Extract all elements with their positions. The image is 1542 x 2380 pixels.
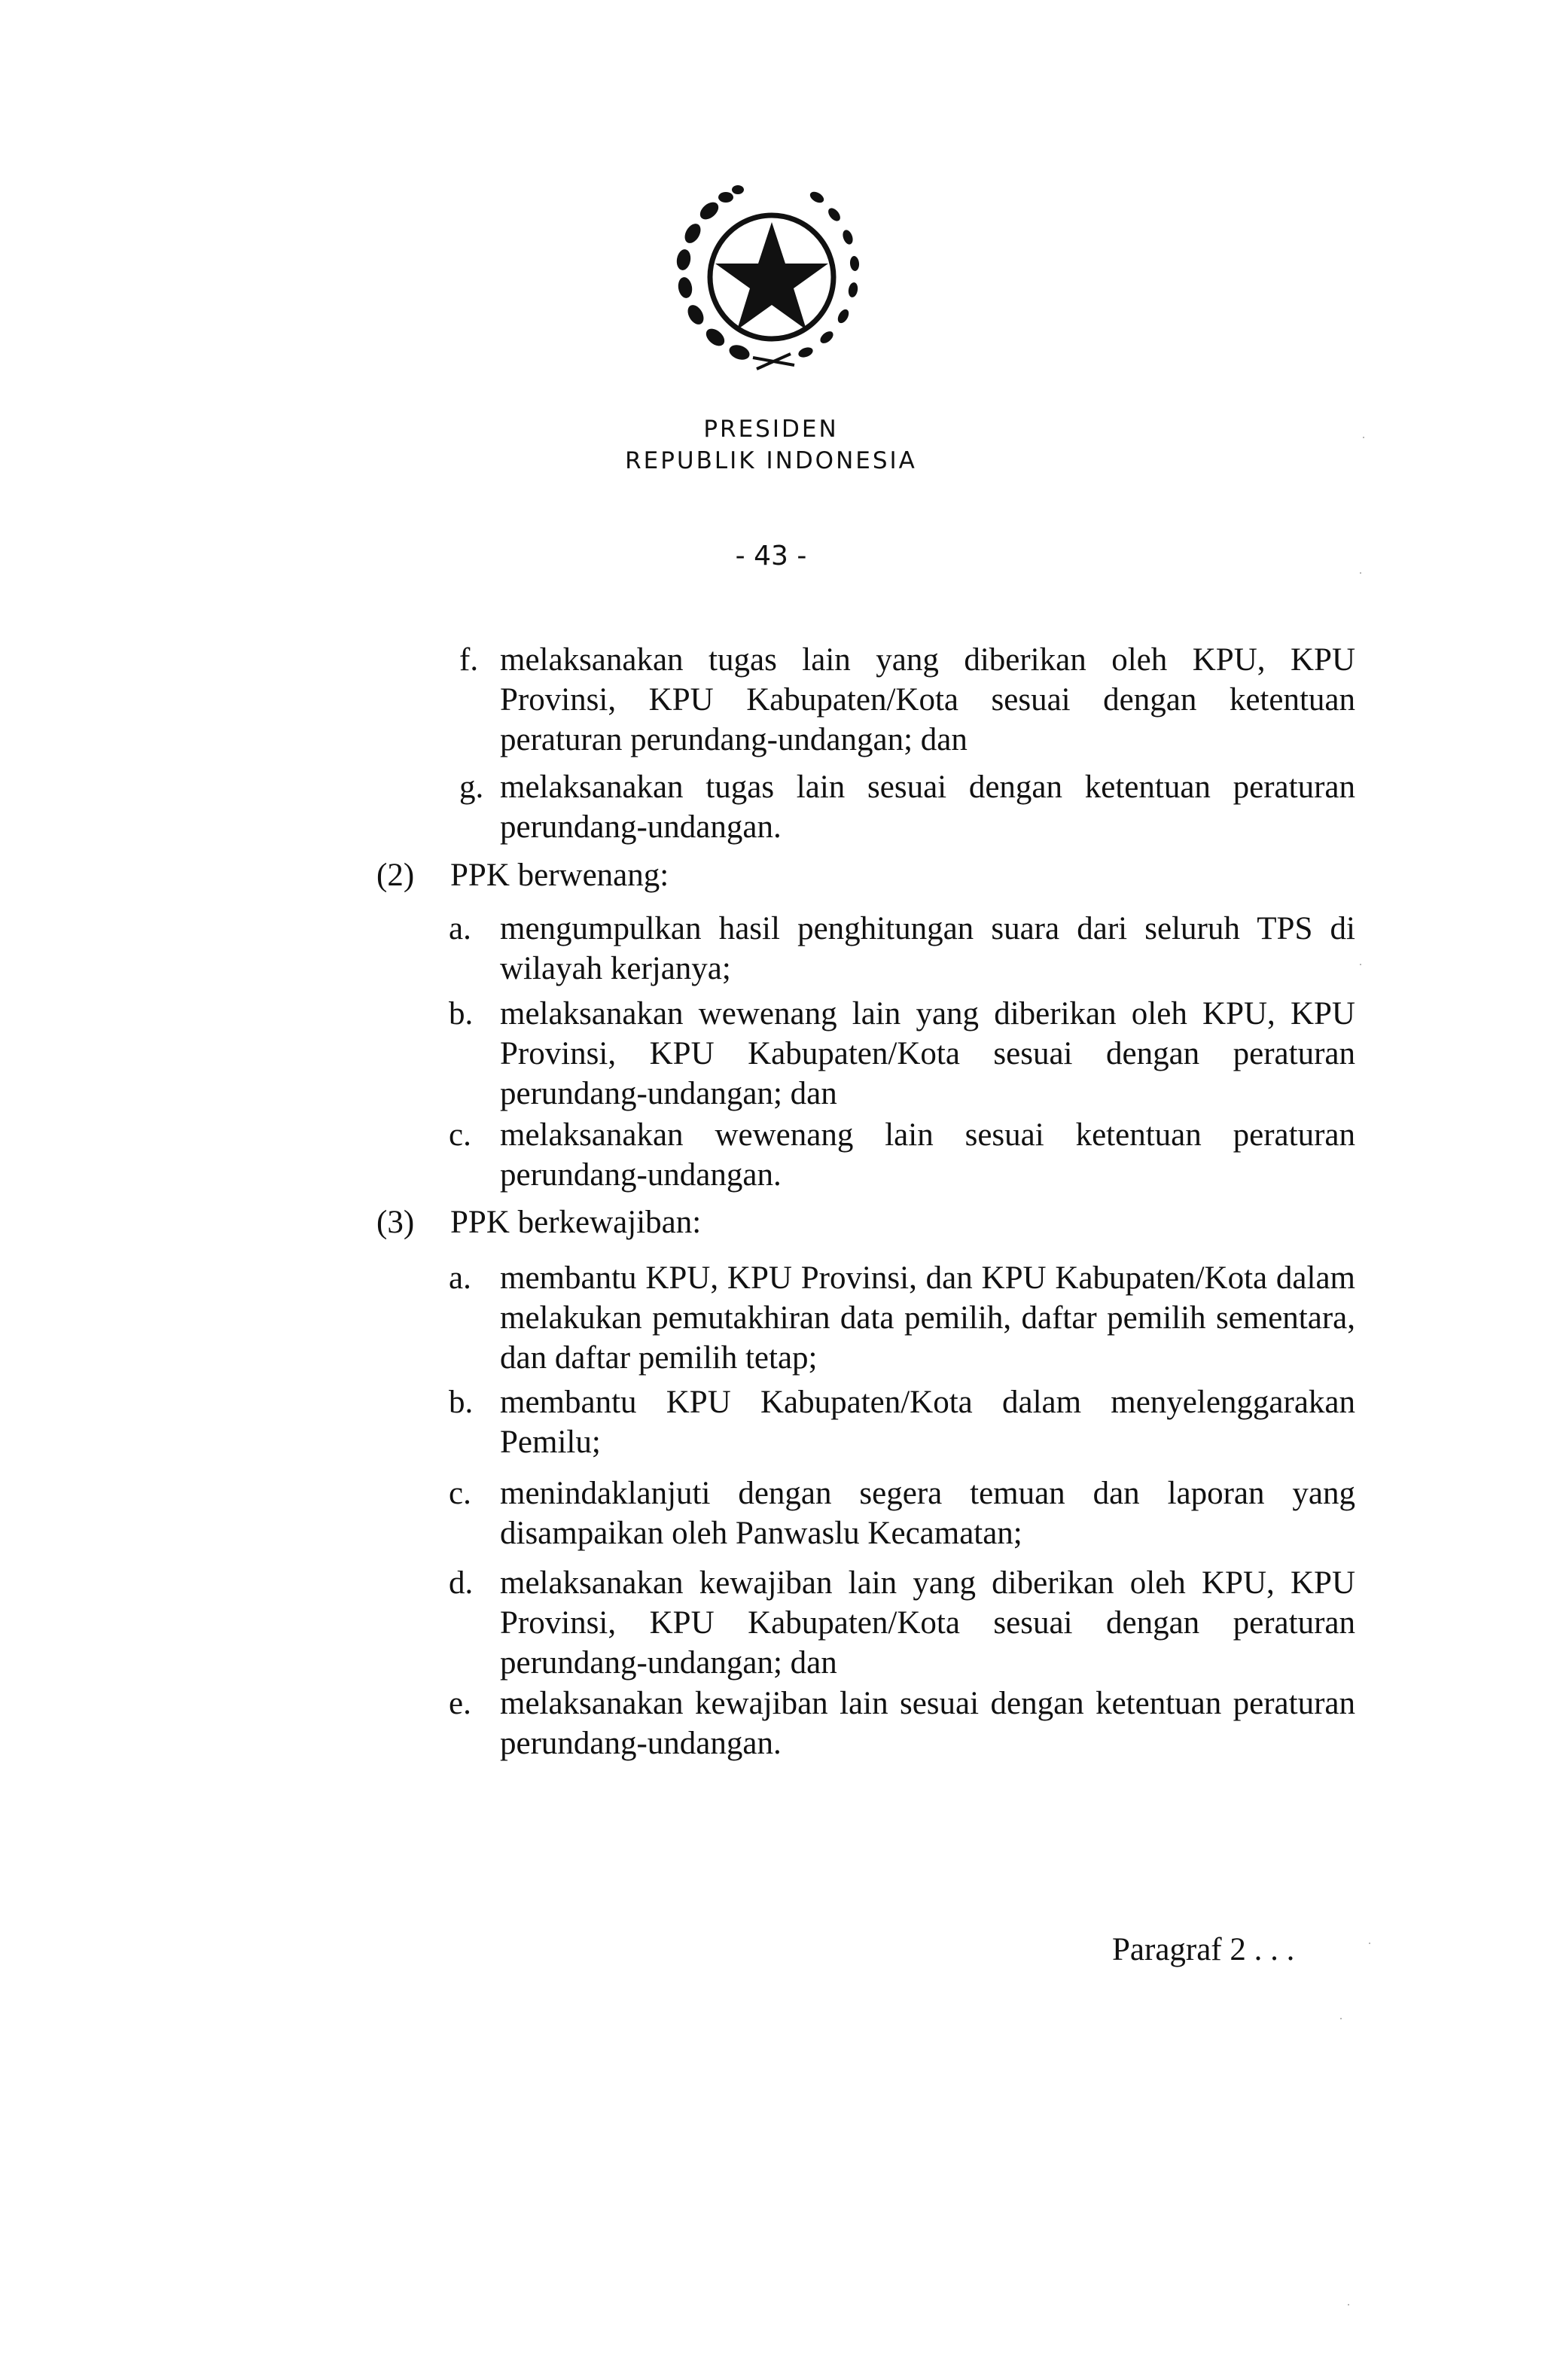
list-marker: b. bbox=[449, 1385, 474, 1420]
section-heading: PPK berwenang: bbox=[450, 858, 669, 893]
list-item: melaksanakan wewenang lain yang diberikan oleh KPU, KPU Provinsi, KPU Kabupaten/Kota sesuai dengan peraturan perundang-undangan; dan bbox=[500, 996, 1355, 1111]
page-number: - 43 - bbox=[735, 541, 807, 571]
list-marker: f. bbox=[459, 642, 479, 678]
scan-speck bbox=[1363, 437, 1364, 438]
garuda-star-emblem-icon bbox=[663, 181, 881, 384]
list-item: melaksanakan tugas lain sesuai dengan ketentuan peraturan perundang-undangan. bbox=[500, 769, 1355, 845]
list-marker: a. bbox=[449, 1260, 471, 1296]
scan-speck bbox=[1369, 1943, 1370, 1944]
scan-speck bbox=[1348, 2304, 1349, 2305]
page-continuation-note: Paragraf 2 . . . bbox=[1112, 1932, 1295, 1967]
scan-speck bbox=[1360, 572, 1361, 574]
section-number: (3) bbox=[376, 1205, 415, 1240]
section-heading: PPK berkewajiban: bbox=[450, 1205, 702, 1240]
list-marker: d. bbox=[449, 1565, 474, 1601]
list-marker: e. bbox=[449, 1686, 471, 1721]
list-item: membantu KPU, KPU Provinsi, dan KPU Kabupaten/Kota dalam melakukan pemutakhiran data pemilih, daftar pemilih sementara, dan daftar pemilih tetap; bbox=[500, 1260, 1355, 1376]
scan-speck bbox=[1340, 2018, 1342, 2019]
list-item: menindaklanjuti dengan segera temuan dan laporan yang disampaikan oleh Panwaslu Kecamatan; bbox=[500, 1476, 1355, 1551]
header-subtitle: REPUBLIK INDONESIA bbox=[625, 447, 917, 474]
list-marker: c. bbox=[449, 1476, 471, 1511]
list-marker: a. bbox=[449, 911, 471, 946]
header-title: PRESIDEN bbox=[703, 416, 839, 443]
list-item: mengumpulkan hasil penghitungan suara dari seluruh TPS di wilayah kerjanya; bbox=[500, 911, 1355, 986]
scan-speck bbox=[1360, 964, 1361, 965]
list-item: melaksanakan kewajiban lain yang diberikan oleh KPU, KPU Provinsi, KPU Kabupaten/Kota sesuai dengan peraturan perundang-undangan; dan bbox=[500, 1565, 1355, 1681]
list-marker: c. bbox=[449, 1117, 471, 1153]
list-marker: b. bbox=[449, 996, 474, 1032]
list-marker: g. bbox=[459, 769, 484, 805]
list-item: membantu KPU Kabupaten/Kota dalam menyelenggarakan Pemilu; bbox=[500, 1385, 1355, 1460]
section-number: (2) bbox=[376, 858, 415, 893]
list-item: melaksanakan tugas lain yang diberikan oleh KPU, KPU Provinsi, KPU Kabupaten/Kota sesuai dengan ketentuan peraturan perundang-undangan; dan bbox=[500, 642, 1355, 757]
list-item: melaksanakan wewenang lain sesuai ketentuan peraturan perundang-undangan. bbox=[500, 1117, 1355, 1193]
list-item: melaksanakan kewajiban lain sesuai dengan ketentuan peraturan perundang-undangan. bbox=[500, 1686, 1355, 1761]
